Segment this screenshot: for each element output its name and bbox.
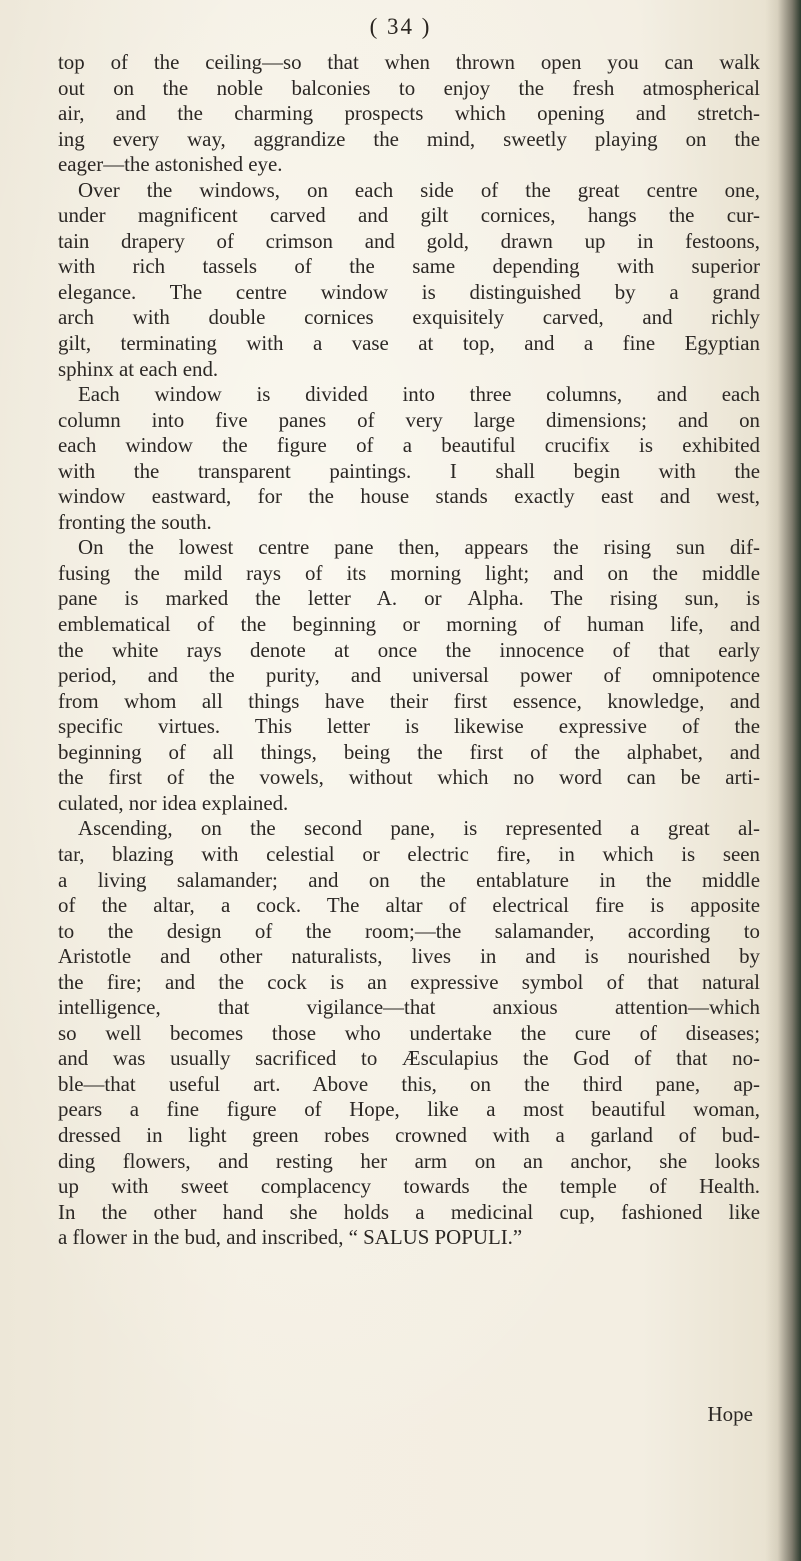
- text-line: specific virtues. This letter is likewise expressive of the: [58, 714, 760, 739]
- text-line: period, and the purity, and universal power of omnipotence: [58, 663, 760, 688]
- binding-shadow: [765, 0, 801, 1561]
- text-line: a living salamander; and on the entablature in the middle: [58, 867, 760, 892]
- text-line: beginning of all things, being the first of the alphabet, and: [58, 739, 760, 764]
- text-line: culated, nor idea explained.: [58, 790, 289, 815]
- text-line: ing every way, aggrandize the mind, sweetly playing on the: [58, 126, 760, 151]
- text-line: up with sweet complacency towards the temple of Health.: [58, 1174, 760, 1199]
- body-text: [58, 50, 760, 1251]
- text-line: the fire; and the cock is an expressive symbol of that natural: [58, 969, 760, 994]
- page-number: ( 34 ): [369, 14, 432, 39]
- text-line: with rich tassels of the same depending with superior: [58, 254, 760, 279]
- text-line: with the transparent paintings. I shall begin with the: [58, 458, 760, 483]
- text-line: so well becomes those who undertake the cure of diseases;: [58, 1020, 760, 1045]
- text-line: air, and the charming prospects which opening and stretch-: [58, 101, 760, 126]
- text-line: column into five panes of very large dimensions; and on: [58, 407, 760, 432]
- text-line: to the design of the room;—the salamander, according to: [58, 918, 760, 943]
- text-line: tain drapery of crimson and gold, drawn up in festoons,: [58, 228, 760, 253]
- text-line: tar, blazing with celestial or electric fire, in which is seen: [58, 841, 760, 866]
- text-line: out on the noble balconies to enjoy the fresh atmospherical: [58, 75, 760, 100]
- text-line: ding flowers, and resting her arm on an anchor, she looks: [58, 1148, 760, 1173]
- text-line: In the other hand she holds a medicinal cup, fashioned like: [58, 1199, 760, 1224]
- text-line: the white rays denote at once the innocence of that early: [58, 637, 760, 662]
- text-line: arch with double cornices exquisitely carved, and richly: [58, 305, 760, 330]
- text-line: window eastward, for the house stands exactly east and west,: [58, 484, 760, 509]
- text-line: gilt, terminating with a vase at top, and a fine Egyptian: [58, 331, 760, 356]
- text-line: eager—the astonished eye.: [58, 152, 283, 177]
- catchword: Hope: [707, 1402, 753, 1426]
- text-line: under magnificent carved and gilt cornices, hangs the cur-: [58, 203, 760, 228]
- text-line: pears a fine figure of Hope, like a most beautiful woman,: [58, 1097, 760, 1122]
- text-line: each window the figure of a beautiful crucifix is exhibited: [58, 433, 760, 458]
- text-line: On the lowest centre pane then, appears the rising sun dif-: [78, 535, 760, 560]
- text-line: Aristotle and other naturalists, lives in and is nourished by: [58, 944, 760, 969]
- text-line: Over the windows, on each side of the great centre one,: [78, 177, 760, 202]
- text-line: Each window is divided into three columns, and each: [78, 382, 760, 407]
- text-line: ble—that useful art. Above this, on the third pane, ap-: [58, 1071, 760, 1096]
- text-line: Ascending, on the second pane, is represented a great al-: [78, 816, 760, 841]
- text-line: from whom all things have their first essence, knowledge, and: [58, 688, 760, 713]
- text-line: of the altar, a cock. The altar of electrical fire is apposite: [58, 893, 760, 918]
- text-line: fronting the south.: [58, 509, 212, 534]
- text-line: sphinx at each end.: [58, 356, 219, 381]
- text-line: the first of the vowels, without which no word can be arti-: [58, 765, 760, 790]
- text-line: top of the ceiling—so that when thrown open you can walk: [58, 50, 760, 74]
- text-line: pane is marked the letter A. or Alpha. The rising sun, is: [58, 586, 760, 611]
- text-line: fusing the mild rays of its morning light; and on the middle: [58, 560, 760, 585]
- text-line: dressed in light green robes crowned with a garland of bud-: [58, 1122, 760, 1147]
- text-line: elegance. The centre window is distinguished by a grand: [58, 279, 760, 304]
- text-line: emblematical of the beginning or morning of human life, and: [58, 612, 760, 637]
- text-line: intelligence, that vigilance—that anxious attention—which: [58, 995, 760, 1020]
- text-line: a flower in the bud, and inscribed, “ SALUS POPULI.”: [58, 1225, 523, 1250]
- text-line: and was usually sacrificed to Æsculapius the God of that no-: [58, 1046, 760, 1071]
